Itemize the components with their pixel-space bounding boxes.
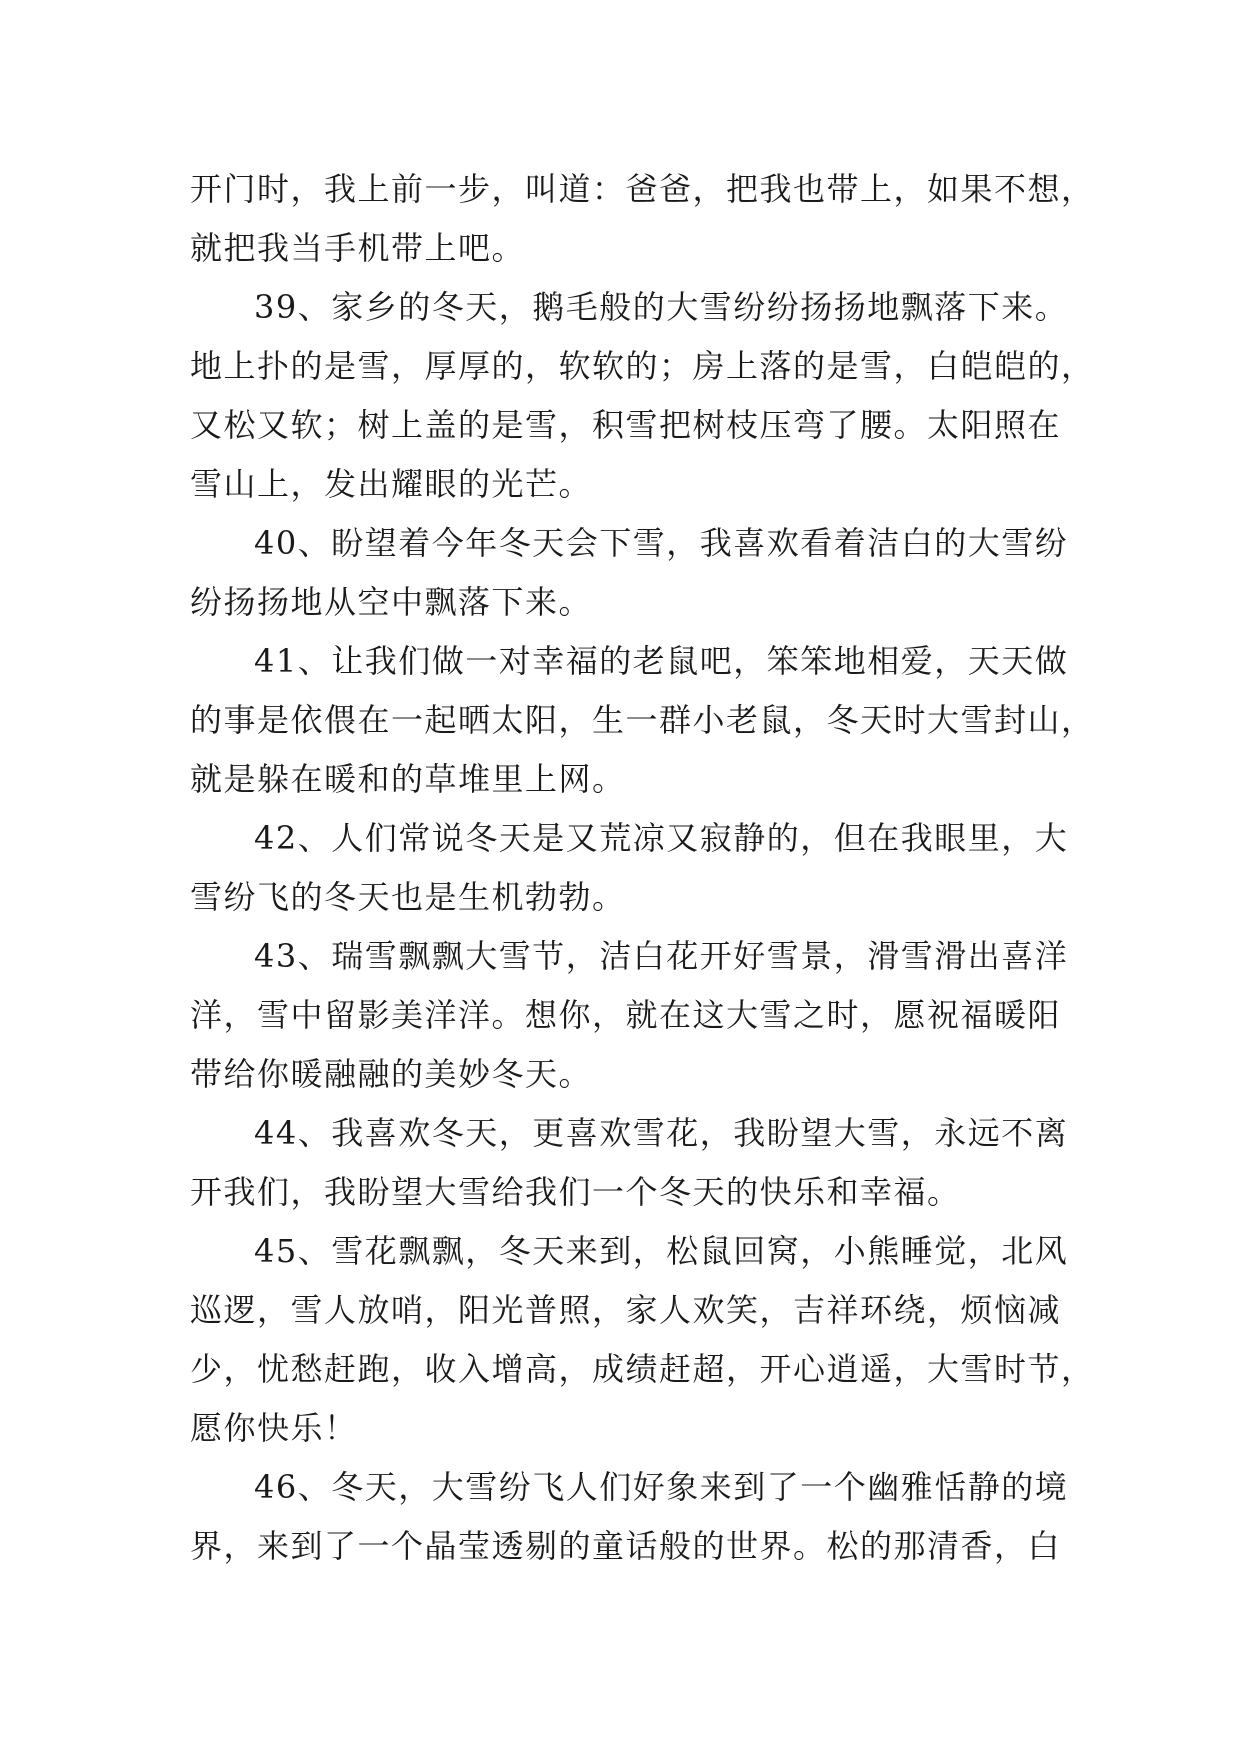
paragraph-45 xyxy=(190,1222,1095,1458)
text-line: 地上扑的是雪，厚厚的，软软的；房上落的是雪，白皑皑的， xyxy=(190,347,1095,385)
text-line: 开我们，我盼望大雪给我们一个冬天的快乐和幸福。 xyxy=(190,1173,961,1211)
text-line: 46、冬天，大雪纷飞人们好象来到了一个幽雅恬静的境 xyxy=(254,1468,1069,1506)
document-body xyxy=(190,160,1095,1576)
text-line: 42、人们常说冬天是又荒凉又寂静的，但在我眼里，大 xyxy=(254,819,1069,857)
text-line: 就是躲在暖和的草堆里上网。 xyxy=(190,760,626,798)
paragraph-39 xyxy=(190,278,1095,514)
text-line: 少，忧愁赶跑，收入增高，成绩赶超，开心逍遥，大雪时节， xyxy=(190,1350,1095,1388)
text-line: 界，来到了一个晶莹透剔的童话般的世界。松的那清香，白 xyxy=(190,1527,1062,1565)
paragraph-40 xyxy=(190,514,1069,632)
text-line: 愿你快乐！ xyxy=(190,1409,358,1447)
text-line: 巡逻，雪人放哨，阳光普照，家人欢笑，吉祥环绕，烦恼减 xyxy=(190,1291,1062,1329)
paragraph-43 xyxy=(190,927,1069,1104)
text-line: 就把我当手机带上吧。 xyxy=(190,229,526,267)
text-line: 雪纷飞的冬天也是生机勃勃。 xyxy=(190,878,626,916)
text-line: 雪山上，发出耀眼的光芒。 xyxy=(190,465,593,503)
paragraph-44 xyxy=(190,1104,1069,1222)
text-line: 的事是依偎在一起晒太阳，生一群小老鼠，冬天时大雪封山， xyxy=(190,701,1095,739)
paragraph-41 xyxy=(190,632,1095,809)
text-line: 41、让我们做一对幸福的老鼠吧，笨笨地相爱，天天做 xyxy=(254,642,1069,680)
text-line: 44、我喜欢冬天，更喜欢雪花，我盼望大雪，永远不离 xyxy=(254,1114,1069,1152)
paragraph-42 xyxy=(190,809,1069,927)
paragraph-46 xyxy=(190,1458,1069,1576)
text-line: 又松又软；树上盖的是雪，积雪把树枝压弯了腰。太阳照在 xyxy=(190,406,1062,444)
text-line: 开门时，我上前一步，叫道：爸爸，把我也带上，如果不想， xyxy=(190,170,1095,208)
text-line: 45、雪花飘飘，冬天来到，松鼠回窝，小熊睡觉，北风 xyxy=(254,1232,1069,1270)
text-line: 纷扬扬地从空中飘落下来。 xyxy=(190,583,593,621)
paragraph-continuation xyxy=(190,160,1095,278)
text-line: 带给你暖融融的美妙冬天。 xyxy=(190,1055,593,1093)
text-line: 40、盼望着今年冬天会下雪，我喜欢看着洁白的大雪纷 xyxy=(254,524,1069,562)
text-line: 43、瑞雪飘飘大雪节，洁白花开好雪景，滑雪滑出喜洋 xyxy=(254,937,1069,975)
text-line: 39、家乡的冬天，鹅毛般的大雪纷纷扬扬地飘落下来。 xyxy=(254,288,1069,326)
text-line: 洋，雪中留影美洋洋。想你，就在这大雪之时，愿祝福暖阳 xyxy=(190,996,1062,1034)
